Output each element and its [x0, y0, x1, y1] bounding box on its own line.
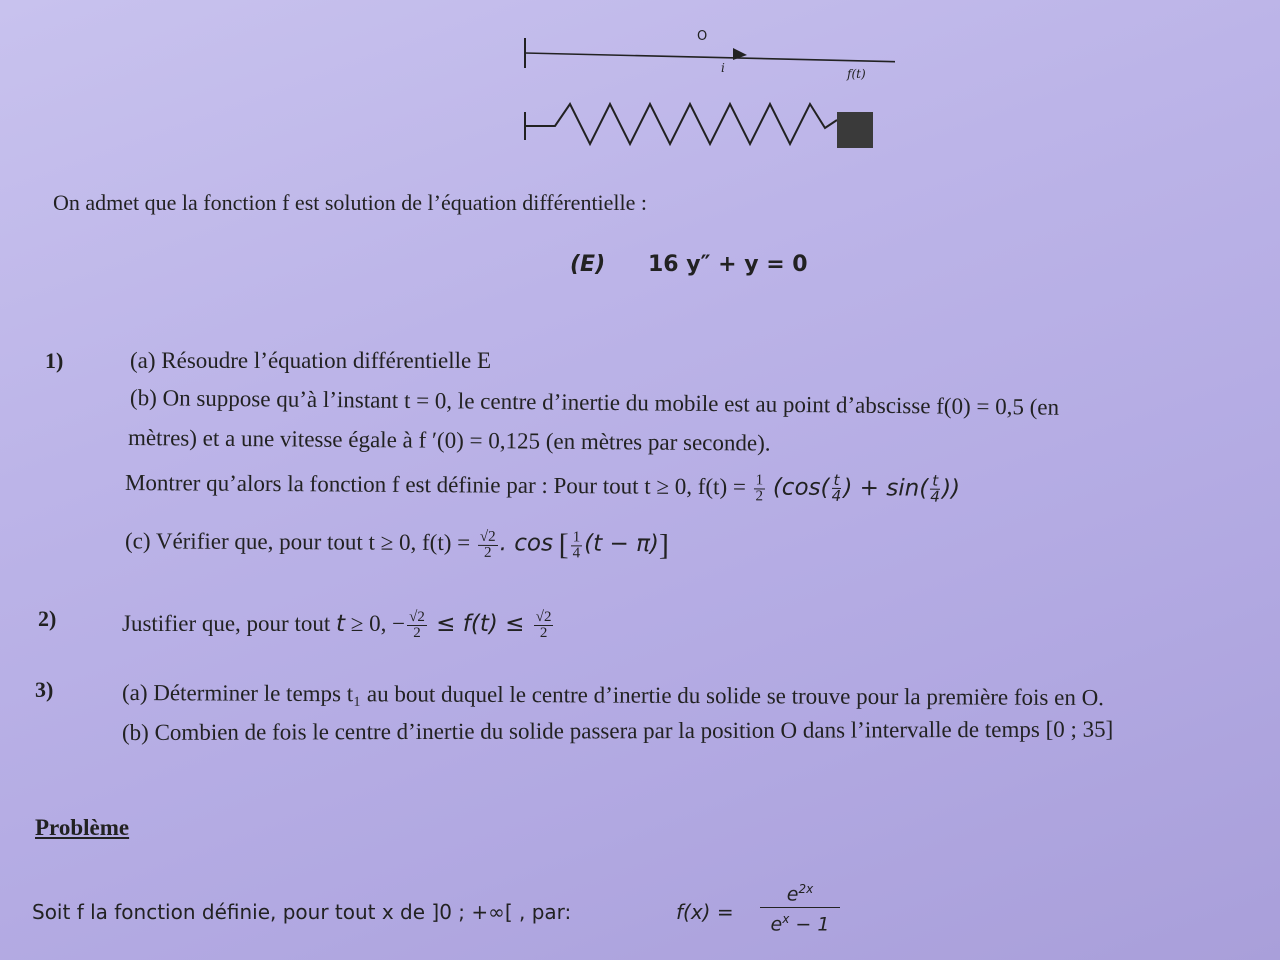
q3-part-a: (a) Déterminer le temps t₁ au bout duquel le centre d’inertie du solide se trouve pour la première fois en O.	[121, 680, 1105, 711]
probleme-title: Problème	[35, 815, 130, 840]
probleme-text: Soit f la fonction définie, pour tout x de ]0 ; +∞[ , par:	[32, 900, 572, 924]
axis-label: f(t)	[847, 67, 866, 81]
spring	[525, 104, 837, 144]
unit-vector-label: i	[721, 61, 725, 75]
q1-b-prefix: Montrer qu’alors la fonction f est définie par : Pour tout t ≥ 0, f(t) =	[124, 470, 746, 500]
q1-part-a: (a) Résoudre l’équation différentielle E	[130, 348, 492, 373]
q1-c-prefix: (c) Vérifier que, pour tout t ≥ 0, f(t) =	[124, 528, 471, 556]
probleme-fraction: $e^{2x}$ $e^x - 1$	[760, 878, 840, 936]
q1-number: 1)	[45, 348, 64, 373]
equation-label: (E)	[570, 252, 606, 277]
q1-part-b-line1: (b) On suppose qu’à l’instant t = 0, le centre d’inertie du mobile est au point d’abscisse f(0) = 0,5 (en	[129, 385, 1060, 420]
origin-label: O	[697, 29, 708, 44]
mass-block	[837, 112, 873, 148]
axis-line	[525, 53, 895, 62]
half-fraction: $\frac{1}{2}$	[755, 472, 764, 505]
q3-part-b: (b) Combien de fois le centre d’inertie du solide passera par la position O dans l’intervalle de temps [0 ; 35]	[121, 716, 1114, 745]
equation-formula: 16 y″ + y = 0	[648, 252, 808, 277]
probleme-fx: f(x) =	[676, 900, 734, 924]
q3-number: 3)	[35, 677, 54, 702]
q1-b-formula: (cos( $\frac{t}{4}$ ) + sin( $\frac{t}{4}$ ))	[772, 470, 961, 506]
q2-number: 2)	[38, 606, 57, 631]
q1-part-b-line3	[125, 468, 960, 506]
spring-mass-diagram	[515, 20, 895, 160]
q1-part-c: (c) Vérifier que, pour tout t ≥ 0, f(t) = $\frac{√2}{2}$ . cos [ $\frac{1}{4}$ (t − π)]	[124, 528, 670, 562]
q2-text: Justifier que, pour tout t ≥ 0, − $\frac{√2}{2}$ ≤ f(t) ≤ $\frac{√2}{2}$	[122, 609, 552, 641]
intro-text: On admet que la fonction f est solution de l’équation différentielle :	[53, 190, 648, 215]
sqrt2-over-2: $\frac{√2}{2}$	[478, 529, 498, 560]
q1-part-b-line2: mètres) et a une vitesse égale à f ′(0) = 0,125 (en mètres par seconde).	[127, 425, 771, 456]
